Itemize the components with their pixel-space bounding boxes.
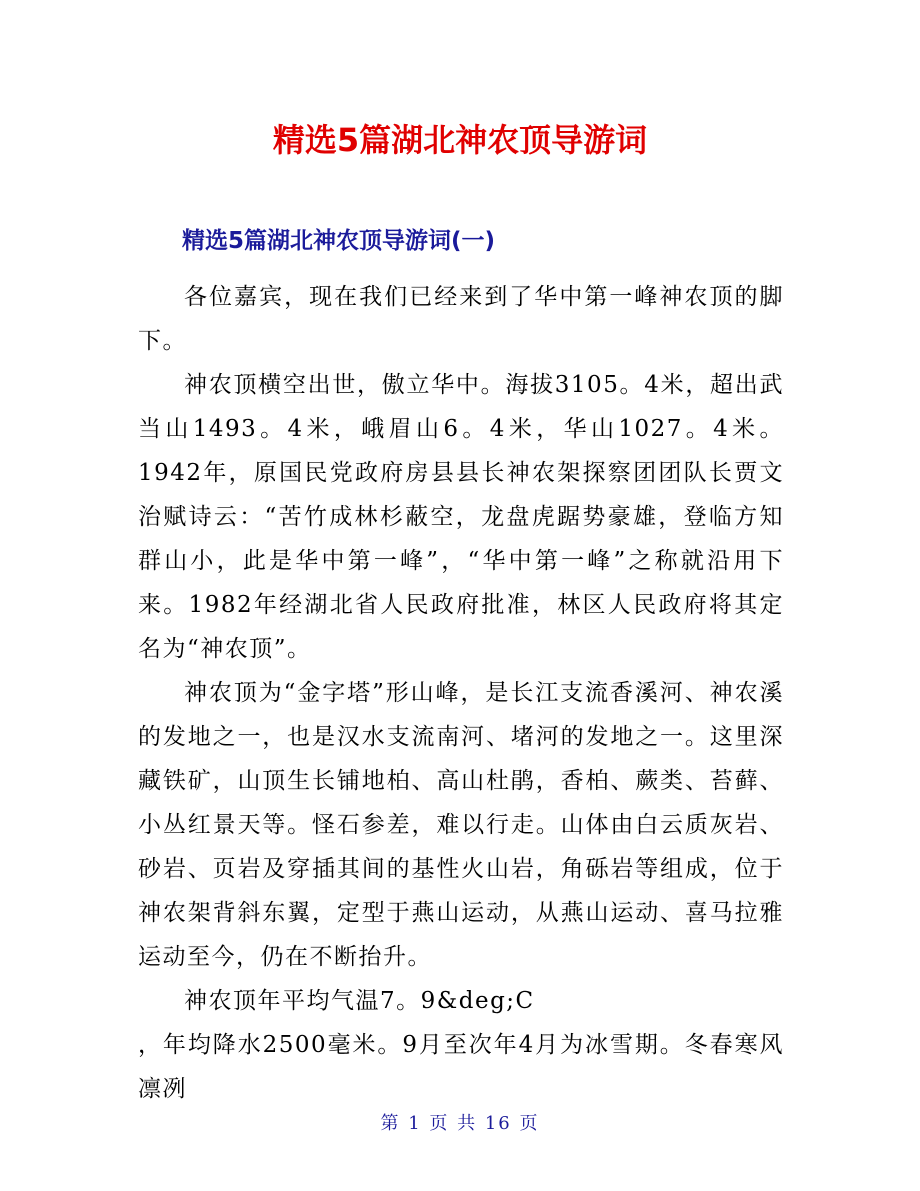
- document-body: [138, 275, 784, 1111]
- document-title: 精选5篇湖北神农顶导游词: [272, 121, 648, 159]
- page-number-footer: 第 1 页 共 16 页: [380, 1113, 540, 1134]
- paragraph-greeting: 各位嘉宾，现在我们已经来到了华中第一峰神农顶的脚下。: [138, 284, 784, 354]
- paragraph-temperature: 神农顶年平均气温7。9&deg;C: [184, 988, 535, 1014]
- paragraph-precipitation: ，年均降水2500毫米。9月至次年4月为冰雪期。冬春寒风凛冽: [138, 1032, 784, 1102]
- section-heading: 精选5篇湖北神农顶导游词(一): [182, 228, 496, 254]
- paragraph-geology: 神农顶为“金字塔”形山峰，是长江支流香溪河、神农溪的发地之一，也是汉水支流南河、堵河的发地之一。这里深藏铁矿，山顶生长铺地柏、高山杜鹃，香柏、蕨类、苔藓、小丛红景天等。怪石参差，难以行走。山体由白云质灰岩、砂岩、页岩及穿插其间的基性火山岩，角砾岩等组成，位于神农架背斜东翼，定型于燕山运动，从燕山运动、喜马拉雅运动至今，仍在不断抬升。: [138, 680, 784, 970]
- paragraph-altitude: 神农顶横空出世，傲立华中。海拔3105。4米，超出武当山1493。4米，峨眉山6。4米，华山1027。4米。1942年，原国民党政府房县县长神农架探察团团队长贾文治赋诗云：“苦竹成林杉蔽空，龙盘虎踞势豪雄，登临方知群山小，此是华中第一峰”，“华中第一峰”之称就沿用下来。1982年经湖北省人民政府批准，林区人民政府将其定名为“神农顶”。: [138, 372, 784, 662]
